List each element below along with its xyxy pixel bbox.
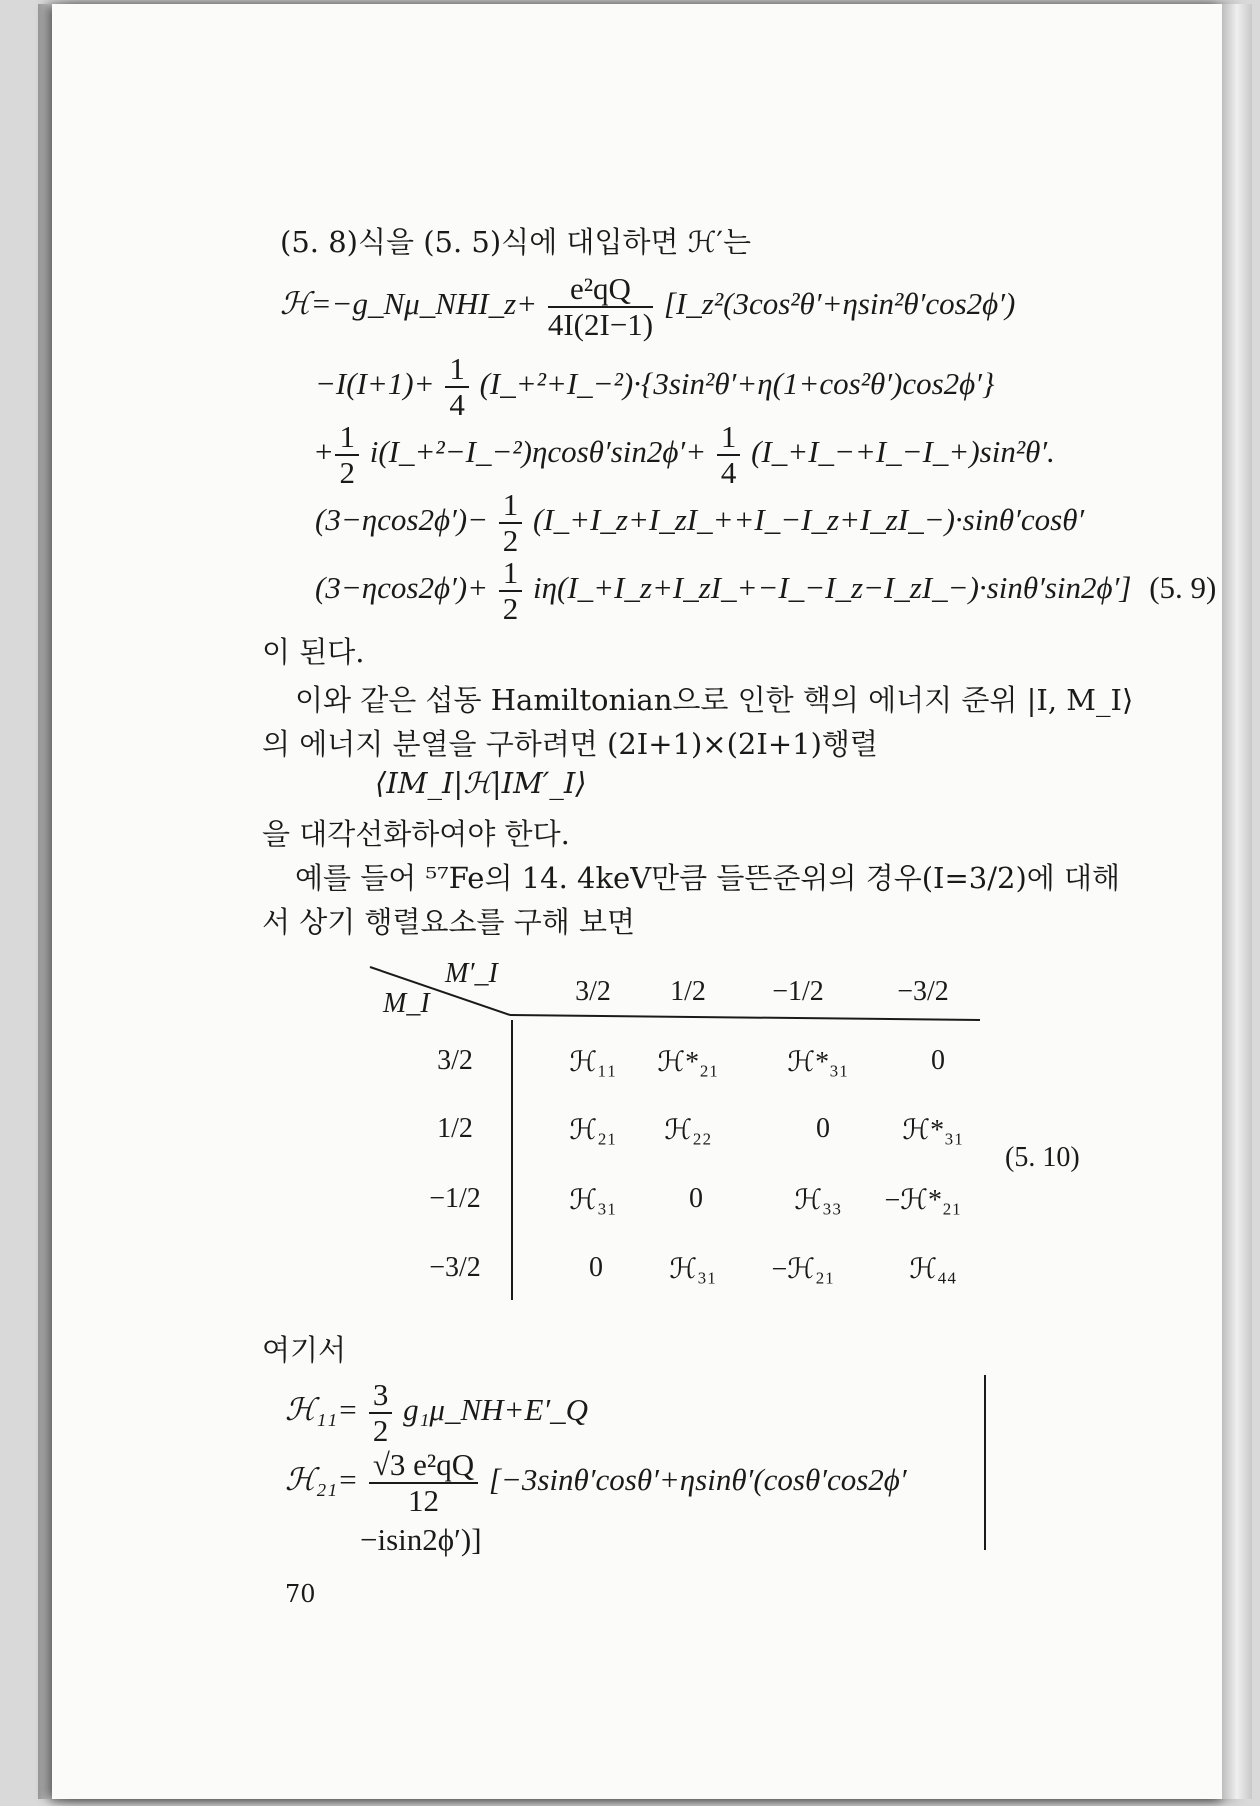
brace-line — [975, 1375, 995, 1550]
fraction-half: $\frac{1}{2}$ — [335, 420, 359, 490]
fraction — [369, 1378, 393, 1448]
matrix-cell: −ℋ₂₁ — [771, 1254, 835, 1285]
equation-line-5 — [315, 556, 1216, 626]
matrix-cell: ℋ*₃₁ — [902, 1115, 964, 1146]
eq-term: [I_z²(3cos²θ′+ηsin²θ′cos2ϕ′) — [663, 286, 1016, 322]
row-header-label: M_I — [383, 988, 430, 1019]
matrix-cell: ℋ₄₄ — [909, 1254, 957, 1285]
matrix-cell: 0 — [689, 1183, 703, 1214]
fraction-denominator: 4I(2I−1) — [547, 307, 654, 343]
where-label: 여기서 — [262, 1333, 347, 1367]
column-header: 3/2 — [575, 976, 611, 1007]
eq-term: (I_+I_z+I_zI_++I_−I_z+I_zI_−)·sinθ′cosθ′ — [533, 502, 1085, 538]
column-header: −3/2 — [897, 976, 949, 1007]
fraction — [548, 272, 653, 342]
matrix-cell: ℋ₃₃ — [794, 1185, 842, 1216]
matrix-cell: 0 — [931, 1045, 945, 1076]
equation-number: (5. 10) — [1005, 1142, 1080, 1173]
matrix-cell: 0 — [589, 1252, 603, 1283]
def-term: g₁μ_NH+E′_Q — [403, 1392, 589, 1428]
equation-number: (5. 9) — [1149, 570, 1217, 606]
definition-h21-continued: −isin2ϕ′)] — [360, 1522, 482, 1557]
fraction-numerator: √3 e²qQ — [369, 1448, 478, 1484]
matrix-cell: ℋ₁₁ — [569, 1047, 617, 1078]
fraction-quarter: $\frac{1}{4}$ — [445, 352, 469, 422]
def-term: [−3sinθ′cosθ′+ηsinθ′(cosθ′cos2ϕ′ — [488, 1462, 907, 1498]
row-label: 3/2 — [437, 1045, 473, 1076]
matrix-cell: ℋ₂₁ — [569, 1115, 617, 1146]
eq-term: (3−ηcos2ϕ′)+ — [315, 570, 489, 606]
def-term: ℋ₁₁= — [285, 1392, 359, 1428]
def-term: ℋ₂₁= — [285, 1462, 359, 1498]
fraction-numerator: e²qQ — [548, 272, 653, 308]
eq-term: −I(I+1)+ — [315, 366, 435, 402]
page-edge — [1222, 4, 1252, 1799]
matrix-element-expression: ⟨IM_I|ℋ|IM′_I⟩ — [375, 766, 587, 800]
fraction-denominator: 12 — [407, 1483, 439, 1519]
column-header-label: M′_I — [445, 958, 498, 989]
fraction-half: $\frac{1}{2}$ — [499, 488, 523, 558]
text-line: 예를 들어 ⁵⁷Fe의 14. 4keV만큼 들뜬준위의 경우(I=3/2)에 대해 — [295, 861, 1121, 895]
eq-term: (I_+I_−+I_−I_+)sin²θ′. — [751, 434, 1055, 470]
text-line: 서 상기 행렬요소를 구해 보면 — [262, 905, 636, 939]
fraction — [369, 1448, 478, 1518]
text-line: 을 대각선화하여야 한다. — [262, 817, 570, 851]
definition-h11 — [285, 1378, 588, 1448]
eq-term: (I_+²+I_−²)·{3sin²θ′+η(1+cos²θ′)cos2ϕ′} — [479, 366, 995, 402]
text-line: 이와 같은 섭동 Hamiltonian으로 인한 핵의 에너지 준위 |I, M_I⟩ — [295, 683, 1134, 717]
matrix-cell: ℋ₂₂ — [664, 1115, 712, 1146]
eq-term: (3−ηcos2ϕ′)− — [315, 502, 489, 538]
fraction-denominator: 2 — [372, 1413, 389, 1449]
matrix-cell: ℋ*₂₁ — [657, 1047, 719, 1078]
eq-term: iη(I_+I_z+I_zI_+−I_−I_z−I_zI_−)·sinθ′sin2ϕ′] — [533, 570, 1132, 606]
equation-line-1 — [280, 272, 1015, 342]
eq-term: i(I_+²−I_−²)ηcosθ′sin2ϕ′+ — [369, 434, 707, 470]
fraction-numerator: 3 — [369, 1378, 393, 1414]
row-label: −1/2 — [429, 1183, 481, 1214]
equation-line-2 — [315, 352, 994, 422]
text-line: 이 된다. — [262, 635, 365, 669]
fraction-half: $\frac{1}{2}$ — [499, 556, 523, 626]
column-header: −1/2 — [772, 976, 824, 1007]
intro-line: (5. 8)식을 (5. 5)식에 대입하면 ℋ′는 — [280, 225, 751, 259]
matrix-cell: ℋ₃₁ — [569, 1185, 617, 1216]
matrix-cell: −ℋ*₂₁ — [884, 1185, 962, 1216]
matrix-cell: ℋ*₃₁ — [787, 1047, 849, 1078]
column-header: 1/2 — [670, 976, 706, 1007]
matrix-cell: 0 — [816, 1113, 830, 1144]
matrix-cell: ℋ₃₁ — [669, 1254, 717, 1285]
page-number: 70 — [285, 1580, 316, 1608]
equation-line-4 — [315, 488, 1084, 558]
row-label: 1/2 — [437, 1113, 473, 1144]
definition-h21 — [285, 1448, 907, 1518]
eq-term: ℋ=−g_Nμ_NHI_z+ — [280, 286, 538, 322]
fraction-quarter: $\frac{1}{4}$ — [717, 420, 741, 490]
equation-line-3: + $\frac{1}{2}$ i(I_+²−I_−²)ηcosθ′sin2ϕ′+ $\frac{1}{4}$ (I_+I_−+I_−I_+)sin²θ′. — [315, 419, 1055, 491]
row-label: −3/2 — [429, 1252, 481, 1283]
text-line: 의 에너지 분열을 구하려면 (2I+1)×(2I+1)행렬 — [262, 727, 878, 761]
